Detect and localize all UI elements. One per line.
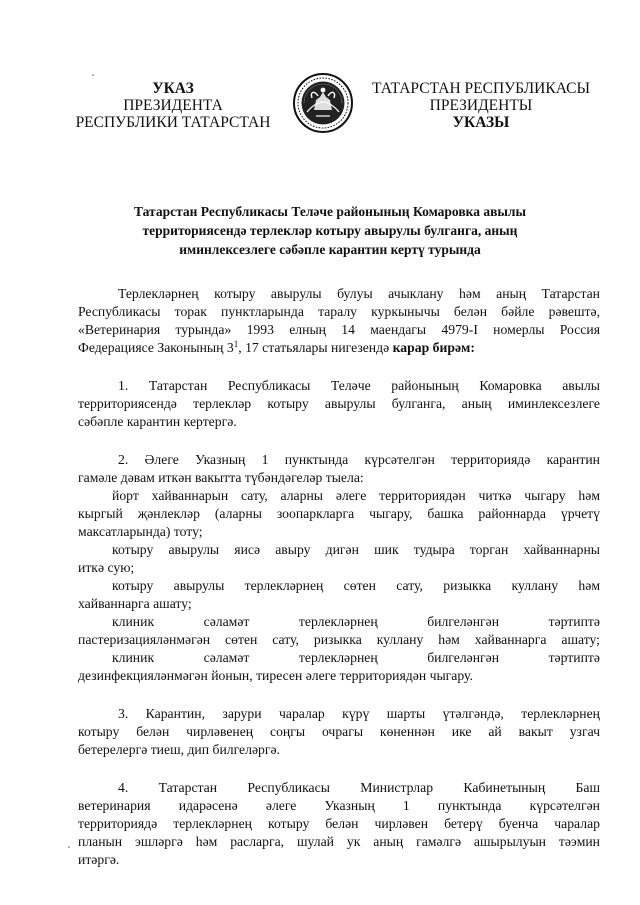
header-right-block: [370, 80, 592, 131]
title-line-2: территориясендә терлекләр котыру авырулы булганга, аның: [142, 223, 518, 238]
item4-line-4: планын эшләргә һәм расларга, шулай ук аның гамәлгә ашырылуын тәэмин: [78, 834, 600, 849]
scan-speck: [92, 74, 94, 76]
item4-line-5: итәргә.: [78, 852, 120, 867]
scan-speck: [68, 846, 70, 848]
item2-line-13: дезинфекцияләнмәгән йонын, тиресен әлеге территориядән чыгару.: [78, 668, 473, 683]
item2-line-10: клиник сәламәт терлекләрнең билгеләнгән тәртиптә: [112, 614, 600, 629]
header-right-line-2: ПРЕЗИДЕНТЫ: [429, 97, 533, 114]
preamble-line-2: Республикасы торак пунктларында таралу куркынычы белән бәйле рәвештә,: [78, 304, 600, 319]
item3-line-1: 3. Карантин, зарури чаралар күрү шарты үтәлгәндә, терлекләрнең: [118, 706, 600, 721]
item4-line-3: территориядә терлекләрнең котыру белән чирләвен бетерү буенча чаралар: [78, 816, 600, 831]
item2-line-1: 2. Әлеге Указның 1 пунктында күрсәтелгән территориядә карантин: [118, 452, 600, 467]
item2-line-9: хайваннарга ашату;: [78, 596, 192, 611]
item2-line-6: котыру авырулы яисә авыру дигән шик тудыра торган хайваннарны: [112, 542, 600, 557]
item2-line-12: клиник сәламәт терлекләрнең билгеләнгән тәртиптә: [112, 650, 600, 665]
preamble-decree-phrase: карар бирәм:: [392, 340, 475, 355]
header-left-block: [62, 80, 284, 131]
item4-line-1: 4. Татарстан Республикасы Министрлар Кабинетының Баш: [118, 780, 600, 795]
item3-line-2: котыру белән чирләвенең соңгы очрагы көненнән ике ай вакыт узгач: [78, 724, 600, 739]
item2-line-8: котыру авырулы терлекләрнең сөтен сату, ризыкка куллану һәм: [112, 578, 600, 593]
preamble-articles: , 17 статьялары нигезендә: [238, 340, 393, 355]
item1-line-1: 1. Татарстан Республикасы Теләче районының Комаровка авылы: [118, 378, 600, 393]
item4-line-2: ветеринария идарәсенә әлеге Указның 1 пунктында күрсәтелгән: [78, 798, 600, 813]
preamble-line-1: Терлекләрнең котыру авырулы булуы ачыклану һәм аның Татарстан: [118, 286, 600, 301]
header-left-line-3: РЕСПУБЛИКИ ТАТАРСТАН: [75, 114, 271, 131]
title-line-3: иминлексезлеге сәбәпле карантин кертү турында: [179, 242, 481, 257]
header-right-line-1: ТАТАРСТАН РЕСПУБЛИКАСЫ: [372, 80, 590, 97]
preamble-law-sup: 1: [233, 339, 239, 349]
item2-line-4: кыргый җәнлекләр (аларны зоопаркларга чыгару, башка районнарда үрчетү: [78, 506, 600, 521]
preamble-law-ref: Федерациясе Законының 3: [78, 340, 234, 355]
preamble-line-3: «Ветеринария турында» 1993 елның 14 маендагы 4979-I номерлы Россия: [78, 322, 600, 337]
item3-line-3: бетерелергә тиеш, дип билгеләргә.: [78, 742, 280, 757]
item2-line-2: гамәле дәвам иткән вакытта түбәндәгеләр тыела:: [78, 470, 364, 485]
header-left-line-2: ПРЕЗИДЕНТА: [123, 97, 223, 114]
preamble-line-4: [78, 339, 600, 357]
item2-line-11: пастеризацияләнмәгән сөтен сату, ризыкка куллану һәм хайваннарга ашату;: [78, 632, 600, 647]
item2-line-3: йорт хайваннарын сату, аларны әлеге территориядән читкә чыгару һәм: [112, 488, 600, 503]
coat-of-arms-emblem: [292, 72, 354, 134]
header-right-line-3: УКАЗЫ: [452, 114, 510, 131]
item1-line-3: сәбәпле карантин кертергә.: [78, 414, 237, 429]
item1-line-2: территориясендә терлекләр котыру авырулы булганга, аның иминлексезлеге: [78, 396, 600, 411]
item2-line-7: иткә сую;: [78, 560, 135, 575]
document-title: [80, 202, 580, 259]
title-line-1: Татарстан Республикасы Теләче районының Комаровка авылы: [133, 204, 527, 219]
header-left-line-1: УКАЗ: [152, 80, 194, 97]
item2-line-5: максатларында) тоту;: [78, 524, 203, 539]
